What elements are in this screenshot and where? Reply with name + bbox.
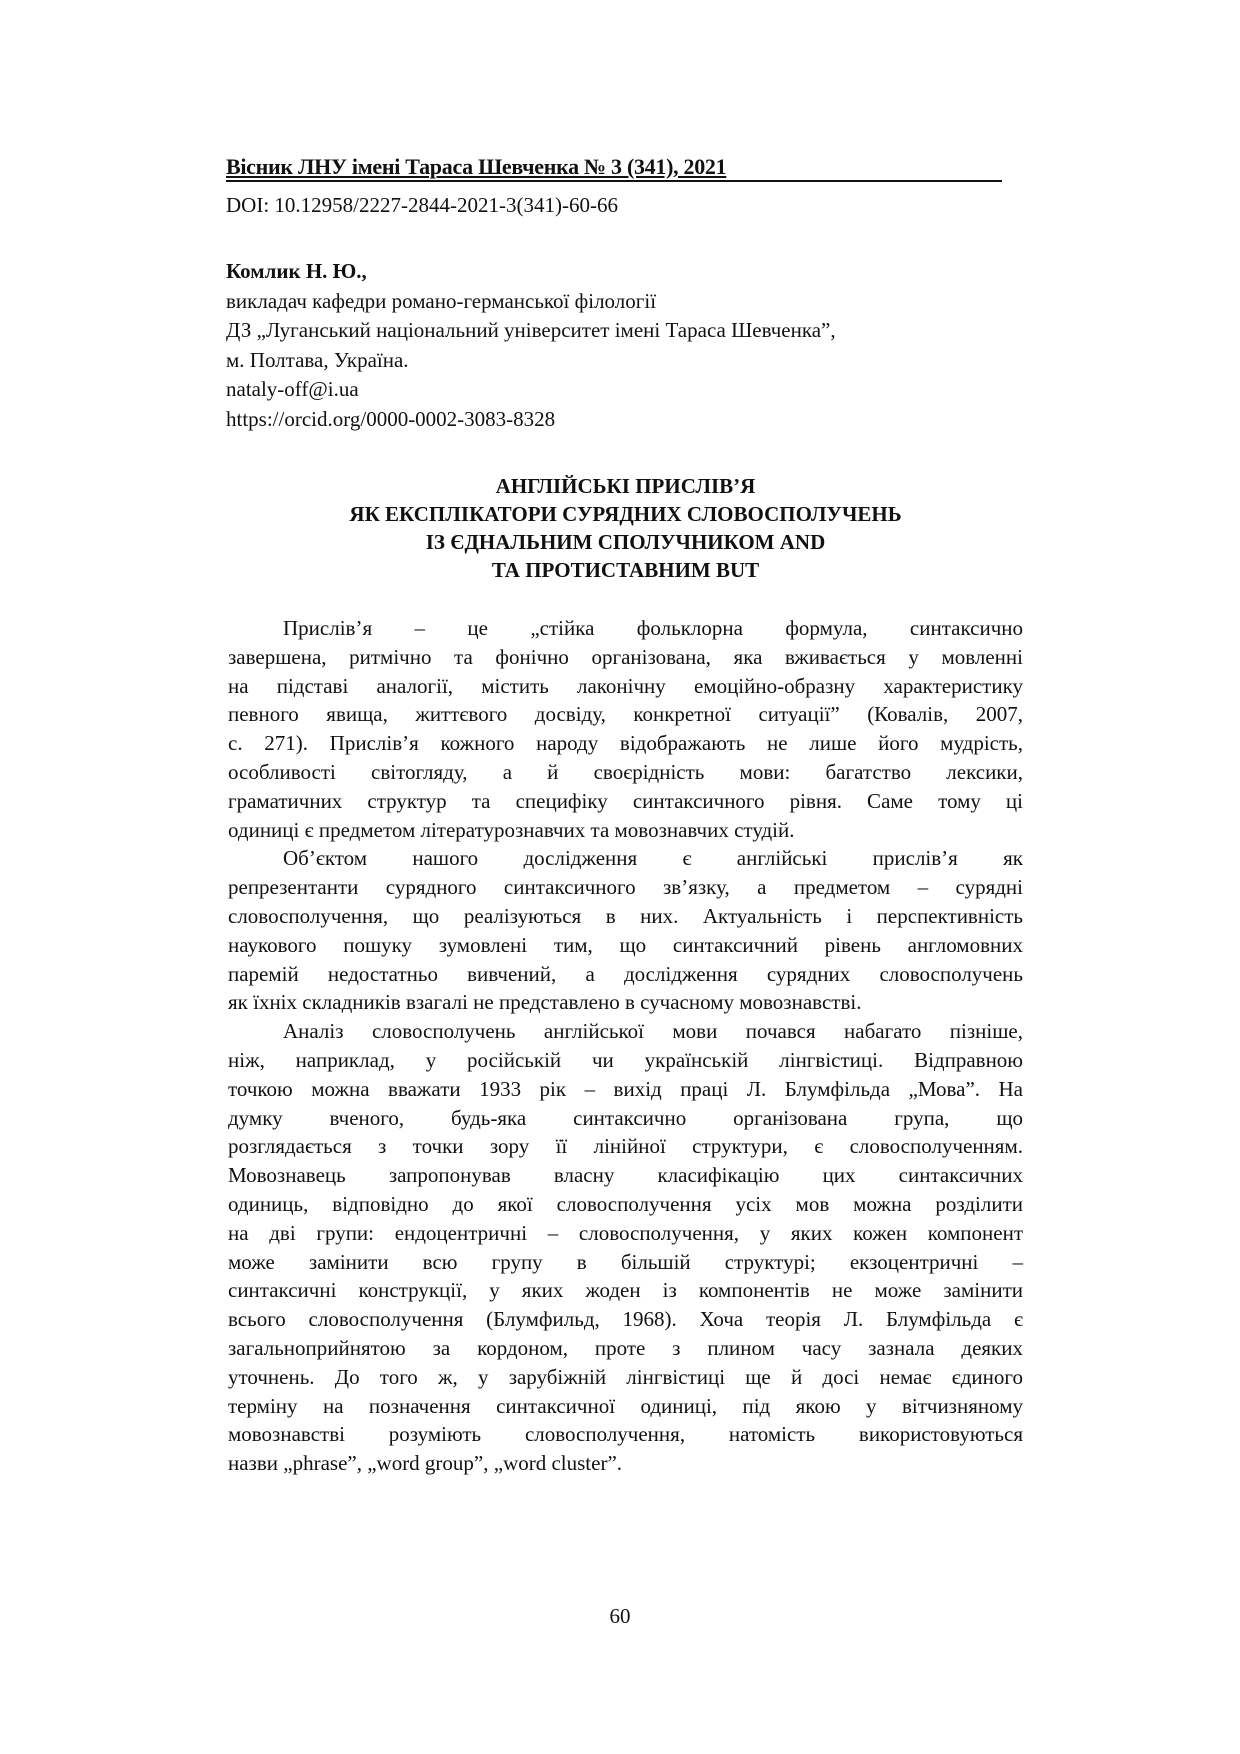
text-line: завершена, ритмічно та фонічно організована, яка вживається у мовленні	[228, 644, 1023, 669]
author-institution: ДЗ „Луганський національний університет імені Тараса Шевченка”,	[226, 318, 836, 342]
text-line: розглядається з точки зору її лінійної структури, є словосполученням.	[228, 1134, 1023, 1159]
text-line: синтаксичні конструкції, у яких жоден із компонентів не може замінити	[228, 1278, 1023, 1303]
article-body	[228, 614, 1023, 1478]
journal-title: Вісник ЛНУ імені Тараса Шевченка № 3 (341), 2021	[226, 154, 727, 179]
text-line: уточнень. До того ж, у зарубіжній лінгвістиці ще й досі немає єдиного	[228, 1364, 1023, 1389]
title-line: ІЗ ЄДНАЛЬНИМ СПОЛУЧНИКОМ AND	[425, 530, 826, 554]
text-line: Мовознавець запропонував власну класифікацію цих синтаксичних	[228, 1163, 1023, 1188]
paragraph	[228, 844, 1023, 1017]
text-line: може замінити всю групу в більшій структурі; екзоцентричні –	[228, 1249, 1023, 1274]
author-orcid[interactable]: https://orcid.org/0000-0002-3083-8328	[226, 406, 556, 431]
text-line: репрезентанти сурядного синтаксичного зв’язку, а предметом – сурядні	[228, 875, 1023, 900]
text-line: словосполучення, що реалізуються в них. Актуальність і перспективність	[228, 903, 1023, 928]
author-name: Комлик Н. Ю.,	[226, 259, 367, 283]
journal-header	[226, 154, 1002, 182]
text-line: на підставі аналогії, містить лаконічну емоційно-образну характеристику	[228, 673, 1023, 698]
text-line: одиниць, відповідно до якої словосполучення усіх мов можна розділити	[228, 1191, 1023, 1216]
text-line: одиниці є предметом літературознавчих та мовознавчих студій.	[228, 817, 795, 842]
text-line: як їхніх складників взагалі не представлено в сучасному мовознавстві.	[228, 990, 862, 1015]
title-line: ЯК ЕКСПЛІКАТОРИ СУРЯДНИХ СЛОВОСПОЛУЧЕНЬ	[349, 502, 902, 526]
paragraph	[228, 614, 1023, 844]
article-title	[228, 472, 1023, 584]
text-line: мовознавстві розуміють словосполучення, натомість використовуються	[228, 1422, 1023, 1447]
text-line: точкою можна вважати 1933 рік – вихід праці Л. Блумфільда „Мова”. На	[228, 1076, 1023, 1101]
text-line: граматичних структур та специфіку синтаксичного рівня. Саме тому ці	[228, 788, 1023, 813]
text-line: загальноприйнятою за кордоном, проте з плином часу зазнала деяких	[228, 1335, 1023, 1360]
text-line: певного явища, життєвого досвіду, конкретної ситуації” (Ковалів, 2007,	[228, 702, 1023, 727]
author-position: викладач кафедри романо-германської філології	[226, 288, 657, 313]
doi: DOI: 10.12958/2227-2844-2021-3(341)-60-66	[226, 193, 618, 217]
text-line: думку вченого, будь-яка синтаксично організована група, що	[228, 1105, 1023, 1130]
text-line: с. 271). Прислів’я кожного народу відображають не лише його мудрість,	[228, 731, 1023, 756]
text-line: особливості світогляду, а й своєрідність мови: багатство лексики,	[228, 759, 1023, 784]
page-number: 60	[609, 1604, 631, 1628]
text-line: на дві групи: ендоцентричні – словосполучення, у яких кожен компонент	[228, 1220, 1023, 1245]
author-city: м. Полтава, Україна.	[226, 347, 409, 372]
author-block	[226, 257, 836, 434]
text-line: терміну на позначення синтаксичної одиниці, під якою у вітчизняному	[228, 1393, 1023, 1418]
text-line: Прислів’я – це „стійка фольклорна формула, синтаксично	[283, 616, 1023, 640]
text-line: ніж, наприклад, у російській чи українській лінгвістиці. Відправною	[228, 1047, 1023, 1072]
title-line: АНГЛІЙСЬКІ ПРИСЛІВ’Я	[495, 474, 756, 498]
text-line: назви „phrase”, „word group”, „word cluster”.	[228, 1451, 623, 1476]
author-email[interactable]: nataly-off@i.ua	[226, 377, 359, 401]
text-line: Об’єктом нашого дослідження є англійські прислів’я як	[283, 846, 1023, 871]
text-line: всього словосполучення (Блумфильд, 1968). Хоча теорія Л. Блумфільда є	[228, 1307, 1023, 1332]
text-line: паремій недостатньо вивчений, а дослідження сурядних словосполучень	[228, 961, 1023, 986]
title-line: ТА ПРОТИСТАВНИМ BUT	[491, 558, 760, 582]
paragraph	[228, 1017, 1023, 1478]
text-line: наукового пошуку зумовлені тим, що синтаксичний рівень англомовних	[228, 932, 1023, 957]
text-line: Аналіз словосполучень англійської мови почався набагато пізніше,	[283, 1019, 1023, 1044]
